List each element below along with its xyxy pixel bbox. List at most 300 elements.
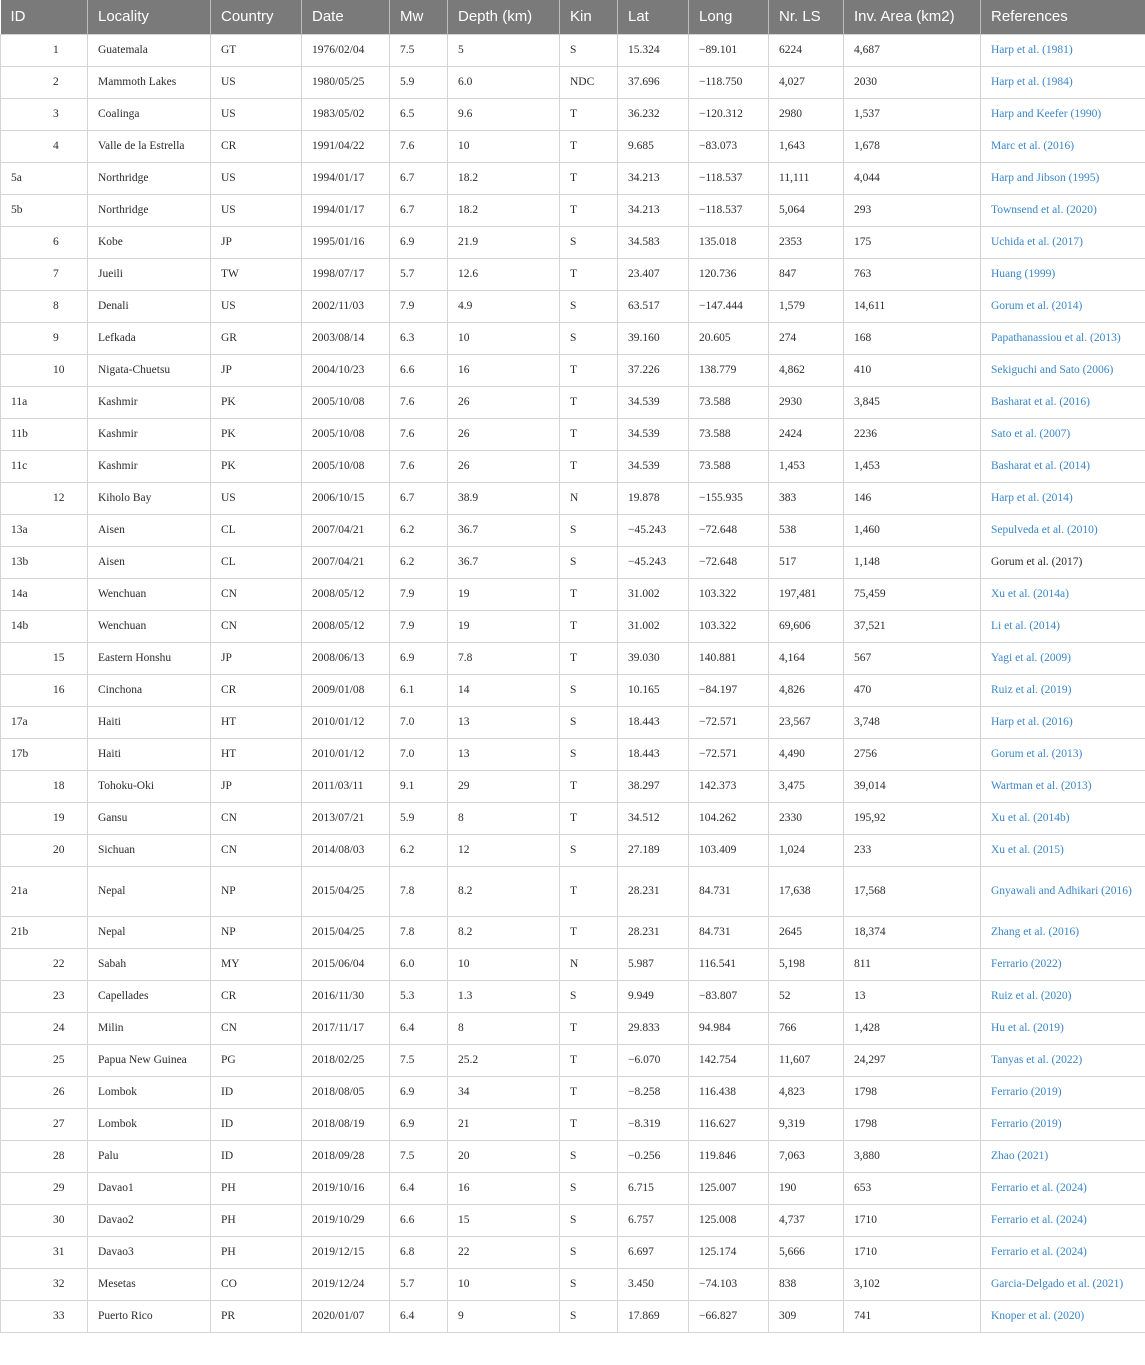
cell-date: 2019/10/29 bbox=[302, 1204, 390, 1236]
cell-reference[interactable]: Zhang et al. (2016) bbox=[981, 916, 1145, 948]
table-row bbox=[1, 834, 1145, 866]
cell-long: 103.322 bbox=[689, 610, 769, 642]
cell-reference[interactable]: Ferrario (2019) bbox=[981, 1108, 1145, 1140]
cell-area: 146 bbox=[844, 482, 981, 514]
table-row bbox=[1, 1044, 1145, 1076]
cell-reference[interactable]: Ferrario et al. (2024) bbox=[981, 1204, 1145, 1236]
cell-id: 14b bbox=[1, 610, 88, 642]
cell-country: CN bbox=[211, 1012, 302, 1044]
cell-lat: 19.878 bbox=[618, 482, 689, 514]
cell-country: JP bbox=[211, 642, 302, 674]
cell-locality: Wenchuan bbox=[88, 578, 211, 610]
cell-nrls: 1,453 bbox=[769, 450, 844, 482]
cell-depth: 36.7 bbox=[448, 514, 560, 546]
cell-country: US bbox=[211, 290, 302, 322]
cell-id: 17a bbox=[1, 706, 88, 738]
table-row bbox=[1, 354, 1145, 386]
cell-kin: T bbox=[560, 642, 618, 674]
cell-date: 1991/04/22 bbox=[302, 130, 390, 162]
table-row bbox=[1, 34, 1145, 66]
cell-kin: S bbox=[560, 834, 618, 866]
cell-kin: S bbox=[560, 1268, 618, 1300]
cell-mw: 6.4 bbox=[390, 1172, 448, 1204]
cell-country: CL bbox=[211, 546, 302, 578]
cell-depth: 21.9 bbox=[448, 226, 560, 258]
cell-id: 7 bbox=[1, 258, 88, 290]
cell-nrls: 190 bbox=[769, 1172, 844, 1204]
cell-nrls: 1,024 bbox=[769, 834, 844, 866]
table-row bbox=[1, 162, 1145, 194]
cell-long: −83.073 bbox=[689, 130, 769, 162]
cell-kin: T bbox=[560, 450, 618, 482]
cell-mw: 5.9 bbox=[390, 802, 448, 834]
col-lat-header: Lat bbox=[618, 0, 689, 34]
cell-area: 4,687 bbox=[844, 34, 981, 66]
col-country-header: Country bbox=[211, 0, 302, 34]
cell-locality: Jueili bbox=[88, 258, 211, 290]
cell-lat: 9.685 bbox=[618, 130, 689, 162]
cell-nrls: 2645 bbox=[769, 916, 844, 948]
table-row bbox=[1, 610, 1145, 642]
cell-reference[interactable]: Gorum et al. (2013) bbox=[981, 738, 1145, 770]
cell-country: PK bbox=[211, 386, 302, 418]
cell-date: 2015/04/25 bbox=[302, 916, 390, 948]
cell-kin: T bbox=[560, 418, 618, 450]
cell-lat: 3.450 bbox=[618, 1268, 689, 1300]
cell-mw: 6.3 bbox=[390, 322, 448, 354]
cell-locality: Sabah bbox=[88, 948, 211, 980]
cell-mw: 6.2 bbox=[390, 834, 448, 866]
cell-depth: 19 bbox=[448, 610, 560, 642]
cell-long: 140.881 bbox=[689, 642, 769, 674]
cell-id: 2 bbox=[1, 66, 88, 98]
cell-mw: 6.9 bbox=[390, 642, 448, 674]
cell-long: 135.018 bbox=[689, 226, 769, 258]
col-locality-header: Locality bbox=[88, 0, 211, 34]
table-row bbox=[1, 706, 1145, 738]
cell-depth: 19 bbox=[448, 578, 560, 610]
cell-depth: 10 bbox=[448, 322, 560, 354]
cell-lat: 34.583 bbox=[618, 226, 689, 258]
cell-depth: 8 bbox=[448, 802, 560, 834]
cell-lat: 6.697 bbox=[618, 1236, 689, 1268]
cell-date: 2017/11/17 bbox=[302, 1012, 390, 1044]
cell-depth: 26 bbox=[448, 450, 560, 482]
cell-depth: 26 bbox=[448, 418, 560, 450]
cell-kin: S bbox=[560, 514, 618, 546]
cell-nrls: 2980 bbox=[769, 98, 844, 130]
cell-kin: NDC bbox=[560, 66, 618, 98]
cell-country: MY bbox=[211, 948, 302, 980]
cell-area: 13 bbox=[844, 980, 981, 1012]
cell-nrls: 11,111 bbox=[769, 162, 844, 194]
cell-depth: 7.8 bbox=[448, 642, 560, 674]
cell-id: 22 bbox=[1, 948, 88, 980]
cell-nrls: 6224 bbox=[769, 34, 844, 66]
cell-date: 2008/05/12 bbox=[302, 578, 390, 610]
cell-id: 8 bbox=[1, 290, 88, 322]
table-row bbox=[1, 194, 1145, 226]
cell-nrls: 383 bbox=[769, 482, 844, 514]
cell-depth: 18.2 bbox=[448, 194, 560, 226]
cell-id: 13a bbox=[1, 514, 88, 546]
cell-date: 2020/01/07 bbox=[302, 1300, 390, 1332]
table-row bbox=[1, 916, 1145, 948]
cell-mw: 6.2 bbox=[390, 546, 448, 578]
cell-nrls: 5,198 bbox=[769, 948, 844, 980]
cell-country: GT bbox=[211, 34, 302, 66]
cell-long: 73.588 bbox=[689, 418, 769, 450]
cell-country: US bbox=[211, 66, 302, 98]
cell-long: −72.648 bbox=[689, 546, 769, 578]
table-row bbox=[1, 770, 1145, 802]
cell-country: ID bbox=[211, 1076, 302, 1108]
cell-locality: Valle de la Estrella bbox=[88, 130, 211, 162]
cell-area: 3,102 bbox=[844, 1268, 981, 1300]
cell-kin: S bbox=[560, 1300, 618, 1332]
cell-nrls: 847 bbox=[769, 258, 844, 290]
cell-locality: Tohoku-Oki bbox=[88, 770, 211, 802]
cell-locality: Lefkada bbox=[88, 322, 211, 354]
cell-locality: Sichuan bbox=[88, 834, 211, 866]
cell-lat: 38.297 bbox=[618, 770, 689, 802]
cell-area: 1,678 bbox=[844, 130, 981, 162]
table-row bbox=[1, 674, 1145, 706]
cell-kin: T bbox=[560, 578, 618, 610]
cell-reference[interactable]: Knoper et al. (2020) bbox=[981, 1300, 1145, 1332]
cell-date: 2019/12/24 bbox=[302, 1268, 390, 1300]
cell-date: 2014/08/03 bbox=[302, 834, 390, 866]
cell-locality: Nepal bbox=[88, 916, 211, 948]
col-mw-header: Mw bbox=[390, 0, 448, 34]
cell-area: 470 bbox=[844, 674, 981, 706]
cell-mw: 7.9 bbox=[390, 610, 448, 642]
cell-id: 6 bbox=[1, 226, 88, 258]
cell-depth: 29 bbox=[448, 770, 560, 802]
cell-reference[interactable]: Ruiz et al. (2020) bbox=[981, 980, 1145, 1012]
cell-reference[interactable]: Ruiz et al. (2019) bbox=[981, 674, 1145, 706]
cell-country: CR bbox=[211, 130, 302, 162]
cell-mw: 6.7 bbox=[390, 482, 448, 514]
table-row bbox=[1, 130, 1145, 162]
cell-mw: 7.9 bbox=[390, 578, 448, 610]
col-references-header: References bbox=[981, 0, 1145, 34]
cell-long: 104.262 bbox=[689, 802, 769, 834]
cell-nrls: 4,490 bbox=[769, 738, 844, 770]
cell-area: 1,460 bbox=[844, 514, 981, 546]
cell-date: 2016/11/30 bbox=[302, 980, 390, 1012]
cell-nrls: 1,643 bbox=[769, 130, 844, 162]
cell-date: 2018/09/28 bbox=[302, 1140, 390, 1172]
cell-country: US bbox=[211, 194, 302, 226]
cell-country: TW bbox=[211, 258, 302, 290]
cell-long: −155.935 bbox=[689, 482, 769, 514]
cell-long: 103.322 bbox=[689, 578, 769, 610]
cell-reference[interactable]: Xu et al. (2014a) bbox=[981, 578, 1145, 610]
cell-date: 2018/08/19 bbox=[302, 1108, 390, 1140]
cell-nrls: 11,607 bbox=[769, 1044, 844, 1076]
cell-mw: 9.1 bbox=[390, 770, 448, 802]
cell-kin: T bbox=[560, 98, 618, 130]
cell-reference[interactable]: Harp et al. (2014) bbox=[981, 482, 1145, 514]
cell-area: 17,568 bbox=[844, 866, 981, 916]
cell-depth: 15 bbox=[448, 1204, 560, 1236]
cell-lat: 39.160 bbox=[618, 322, 689, 354]
cell-id: 5b bbox=[1, 194, 88, 226]
cell-long: 73.588 bbox=[689, 386, 769, 418]
cell-country: CO bbox=[211, 1268, 302, 1300]
cell-lat: 34.539 bbox=[618, 386, 689, 418]
cell-id: 25 bbox=[1, 1044, 88, 1076]
cell-reference[interactable]: Hu et al. (2019) bbox=[981, 1012, 1145, 1044]
cell-nrls: 2424 bbox=[769, 418, 844, 450]
cell-locality: Capellades bbox=[88, 980, 211, 1012]
table-row bbox=[1, 450, 1145, 482]
cell-reference[interactable]: Harp and Jibson (1995) bbox=[981, 162, 1145, 194]
col-kin-header: Kin bbox=[560, 0, 618, 34]
table-row bbox=[1, 290, 1145, 322]
table-row bbox=[1, 1300, 1145, 1332]
cell-id: 14a bbox=[1, 578, 88, 610]
cell-reference[interactable]: Wartman et al. (2013) bbox=[981, 770, 1145, 802]
cell-kin: S bbox=[560, 322, 618, 354]
cell-locality: Cinchona bbox=[88, 674, 211, 706]
cell-reference[interactable]: Gnyawali and Adhikari (2016) bbox=[981, 866, 1145, 916]
cell-lat: 31.002 bbox=[618, 610, 689, 642]
table-row bbox=[1, 1108, 1145, 1140]
cell-date: 2010/01/12 bbox=[302, 738, 390, 770]
cell-long: −72.648 bbox=[689, 514, 769, 546]
cell-reference[interactable]: Sepulveda et al. (2010) bbox=[981, 514, 1145, 546]
table-row bbox=[1, 866, 1145, 916]
table-row bbox=[1, 738, 1145, 770]
cell-date: 2015/06/04 bbox=[302, 948, 390, 980]
cell-nrls: 69,606 bbox=[769, 610, 844, 642]
table-row bbox=[1, 418, 1145, 450]
cell-mw: 7.5 bbox=[390, 1044, 448, 1076]
cell-reference: Gorum et al. (2017) bbox=[981, 546, 1145, 578]
cell-kin: S bbox=[560, 738, 618, 770]
cell-reference[interactable]: Ferrario et al. (2024) bbox=[981, 1172, 1145, 1204]
cell-kin: T bbox=[560, 866, 618, 916]
cell-id: 16 bbox=[1, 674, 88, 706]
cell-lat: 10.165 bbox=[618, 674, 689, 706]
cell-locality: Eastern Honshu bbox=[88, 642, 211, 674]
cell-country: CN bbox=[211, 610, 302, 642]
cell-id: 5a bbox=[1, 162, 88, 194]
cell-id: 11b bbox=[1, 418, 88, 450]
cell-kin: T bbox=[560, 194, 618, 226]
cell-area: 24,297 bbox=[844, 1044, 981, 1076]
cell-lat: 9.949 bbox=[618, 980, 689, 1012]
cell-area: 1710 bbox=[844, 1204, 981, 1236]
cell-reference[interactable]: Harp et al. (1984) bbox=[981, 66, 1145, 98]
cell-country: CN bbox=[211, 578, 302, 610]
cell-depth: 18.2 bbox=[448, 162, 560, 194]
cell-reference[interactable]: Huang (1999) bbox=[981, 258, 1145, 290]
cell-id: 23 bbox=[1, 980, 88, 1012]
table-row bbox=[1, 980, 1145, 1012]
cell-kin: S bbox=[560, 1140, 618, 1172]
cell-reference[interactable]: Zhao (2021) bbox=[981, 1140, 1145, 1172]
cell-kin: S bbox=[560, 980, 618, 1012]
cell-kin: N bbox=[560, 948, 618, 980]
cell-nrls: 1,579 bbox=[769, 290, 844, 322]
cell-mw: 7.0 bbox=[390, 738, 448, 770]
cell-date: 1980/05/25 bbox=[302, 66, 390, 98]
table-row bbox=[1, 386, 1145, 418]
cell-mw: 6.8 bbox=[390, 1236, 448, 1268]
cell-kin: S bbox=[560, 226, 618, 258]
cell-depth: 38.9 bbox=[448, 482, 560, 514]
cell-id: 27 bbox=[1, 1108, 88, 1140]
cell-reference[interactable]: Sato et al. (2007) bbox=[981, 418, 1145, 450]
cell-lat: 28.231 bbox=[618, 866, 689, 916]
cell-country: PH bbox=[211, 1172, 302, 1204]
cell-mw: 6.9 bbox=[390, 226, 448, 258]
cell-reference[interactable]: Xu et al. (2015) bbox=[981, 834, 1145, 866]
cell-depth: 16 bbox=[448, 354, 560, 386]
cell-reference[interactable]: Papathanassiou et al. (2013) bbox=[981, 322, 1145, 354]
cell-id: 18 bbox=[1, 770, 88, 802]
cell-reference[interactable]: Basharat et al. (2014) bbox=[981, 450, 1145, 482]
cell-reference[interactable]: Li et al. (2014) bbox=[981, 610, 1145, 642]
cell-reference[interactable]: Uchida et al. (2017) bbox=[981, 226, 1145, 258]
cell-nrls: 23,567 bbox=[769, 706, 844, 738]
cell-long: 94.984 bbox=[689, 1012, 769, 1044]
cell-nrls: 4,164 bbox=[769, 642, 844, 674]
cell-date: 1995/01/16 bbox=[302, 226, 390, 258]
table-row bbox=[1, 66, 1145, 98]
cell-area: 2756 bbox=[844, 738, 981, 770]
cell-country: PG bbox=[211, 1044, 302, 1076]
cell-nrls: 2930 bbox=[769, 386, 844, 418]
cell-date: 2005/10/08 bbox=[302, 418, 390, 450]
cell-reference[interactable]: Harp et al. (2016) bbox=[981, 706, 1145, 738]
cell-id: 9 bbox=[1, 322, 88, 354]
cell-id: 21a bbox=[1, 866, 88, 916]
cell-long: 84.731 bbox=[689, 916, 769, 948]
cell-locality: Kashmir bbox=[88, 450, 211, 482]
cell-lat: 34.512 bbox=[618, 802, 689, 834]
cell-reference[interactable]: Xu et al. (2014b) bbox=[981, 802, 1145, 834]
cell-area: 195,92 bbox=[844, 802, 981, 834]
table-row bbox=[1, 1204, 1145, 1236]
cell-nrls: 838 bbox=[769, 1268, 844, 1300]
cell-id: 12 bbox=[1, 482, 88, 514]
cell-depth: 10 bbox=[448, 130, 560, 162]
table-row bbox=[1, 322, 1145, 354]
cell-locality: Northridge bbox=[88, 162, 211, 194]
cell-country: US bbox=[211, 162, 302, 194]
cell-reference[interactable]: Sekiguchi and Sato (2006) bbox=[981, 354, 1145, 386]
cell-lat: 6.715 bbox=[618, 1172, 689, 1204]
cell-lat: 39.030 bbox=[618, 642, 689, 674]
cell-date: 2019/10/16 bbox=[302, 1172, 390, 1204]
cell-locality: Wenchuan bbox=[88, 610, 211, 642]
cell-long: −72.571 bbox=[689, 738, 769, 770]
cell-reference[interactable]: Basharat et al. (2016) bbox=[981, 386, 1145, 418]
cell-date: 2004/10/23 bbox=[302, 354, 390, 386]
cell-nrls: 538 bbox=[769, 514, 844, 546]
cell-country: JP bbox=[211, 770, 302, 802]
cell-id: 10 bbox=[1, 354, 88, 386]
cell-reference[interactable]: Yagi et al. (2009) bbox=[981, 642, 1145, 674]
cell-reference[interactable]: Harp and Keefer (1990) bbox=[981, 98, 1145, 130]
cell-id: 21b bbox=[1, 916, 88, 948]
cell-nrls: 9,319 bbox=[769, 1108, 844, 1140]
cell-long: −89.101 bbox=[689, 34, 769, 66]
cell-date: 2005/10/08 bbox=[302, 450, 390, 482]
cell-mw: 6.2 bbox=[390, 514, 448, 546]
cell-depth: 13 bbox=[448, 738, 560, 770]
cell-depth: 9.6 bbox=[448, 98, 560, 130]
cell-area: 3,748 bbox=[844, 706, 981, 738]
cell-lat: 63.517 bbox=[618, 290, 689, 322]
cell-kin: T bbox=[560, 354, 618, 386]
cell-nrls: 5,064 bbox=[769, 194, 844, 226]
cell-area: 37,521 bbox=[844, 610, 981, 642]
cell-reference[interactable]: Tanyas et al. (2022) bbox=[981, 1044, 1145, 1076]
cell-nrls: 766 bbox=[769, 1012, 844, 1044]
cell-area: 293 bbox=[844, 194, 981, 226]
cell-depth: 10 bbox=[448, 948, 560, 980]
cell-area: 18,374 bbox=[844, 916, 981, 948]
cell-reference[interactable]: Garcia-Delgado et al. (2021) bbox=[981, 1268, 1145, 1300]
table-body bbox=[1, 34, 1145, 1332]
cell-nrls: 3,475 bbox=[769, 770, 844, 802]
cell-kin: T bbox=[560, 1076, 618, 1108]
cell-reference[interactable]: Gorum et al. (2014) bbox=[981, 290, 1145, 322]
cell-mw: 6.4 bbox=[390, 1300, 448, 1332]
cell-reference[interactable]: Ferrario (2022) bbox=[981, 948, 1145, 980]
cell-kin: T bbox=[560, 258, 618, 290]
cell-area: 1,428 bbox=[844, 1012, 981, 1044]
cell-long: −118.750 bbox=[689, 66, 769, 98]
cell-id: 4 bbox=[1, 130, 88, 162]
cell-area: 1,537 bbox=[844, 98, 981, 130]
cell-area: 1710 bbox=[844, 1236, 981, 1268]
cell-id: 15 bbox=[1, 642, 88, 674]
cell-locality: Mammoth Lakes bbox=[88, 66, 211, 98]
cell-depth: 20 bbox=[448, 1140, 560, 1172]
cell-reference[interactable]: Harp et al. (1981) bbox=[981, 34, 1145, 66]
cell-mw: 7.5 bbox=[390, 34, 448, 66]
cell-date: 2019/12/15 bbox=[302, 1236, 390, 1268]
cell-reference[interactable]: Ferrario et al. (2024) bbox=[981, 1236, 1145, 1268]
cell-depth: 12 bbox=[448, 834, 560, 866]
cell-country: PH bbox=[211, 1236, 302, 1268]
cell-nrls: 2353 bbox=[769, 226, 844, 258]
cell-long: 103.409 bbox=[689, 834, 769, 866]
cell-locality: Kashmir bbox=[88, 386, 211, 418]
cell-date: 2018/08/05 bbox=[302, 1076, 390, 1108]
cell-date: 2008/05/12 bbox=[302, 610, 390, 642]
cell-lat: 5.987 bbox=[618, 948, 689, 980]
col-nrls-header: Nr. LS bbox=[769, 0, 844, 34]
cell-locality: Puerto Rico bbox=[88, 1300, 211, 1332]
cell-date: 2003/08/14 bbox=[302, 322, 390, 354]
cell-area: 1,453 bbox=[844, 450, 981, 482]
cell-reference[interactable]: Marc et al. (2016) bbox=[981, 130, 1145, 162]
cell-id: 3 bbox=[1, 98, 88, 130]
cell-depth: 4.9 bbox=[448, 290, 560, 322]
cell-depth: 8 bbox=[448, 1012, 560, 1044]
cell-country: ID bbox=[211, 1108, 302, 1140]
cell-reference[interactable]: Townsend et al. (2020) bbox=[981, 194, 1145, 226]
cell-reference[interactable]: Ferrario (2019) bbox=[981, 1076, 1145, 1108]
cell-mw: 6.7 bbox=[390, 162, 448, 194]
